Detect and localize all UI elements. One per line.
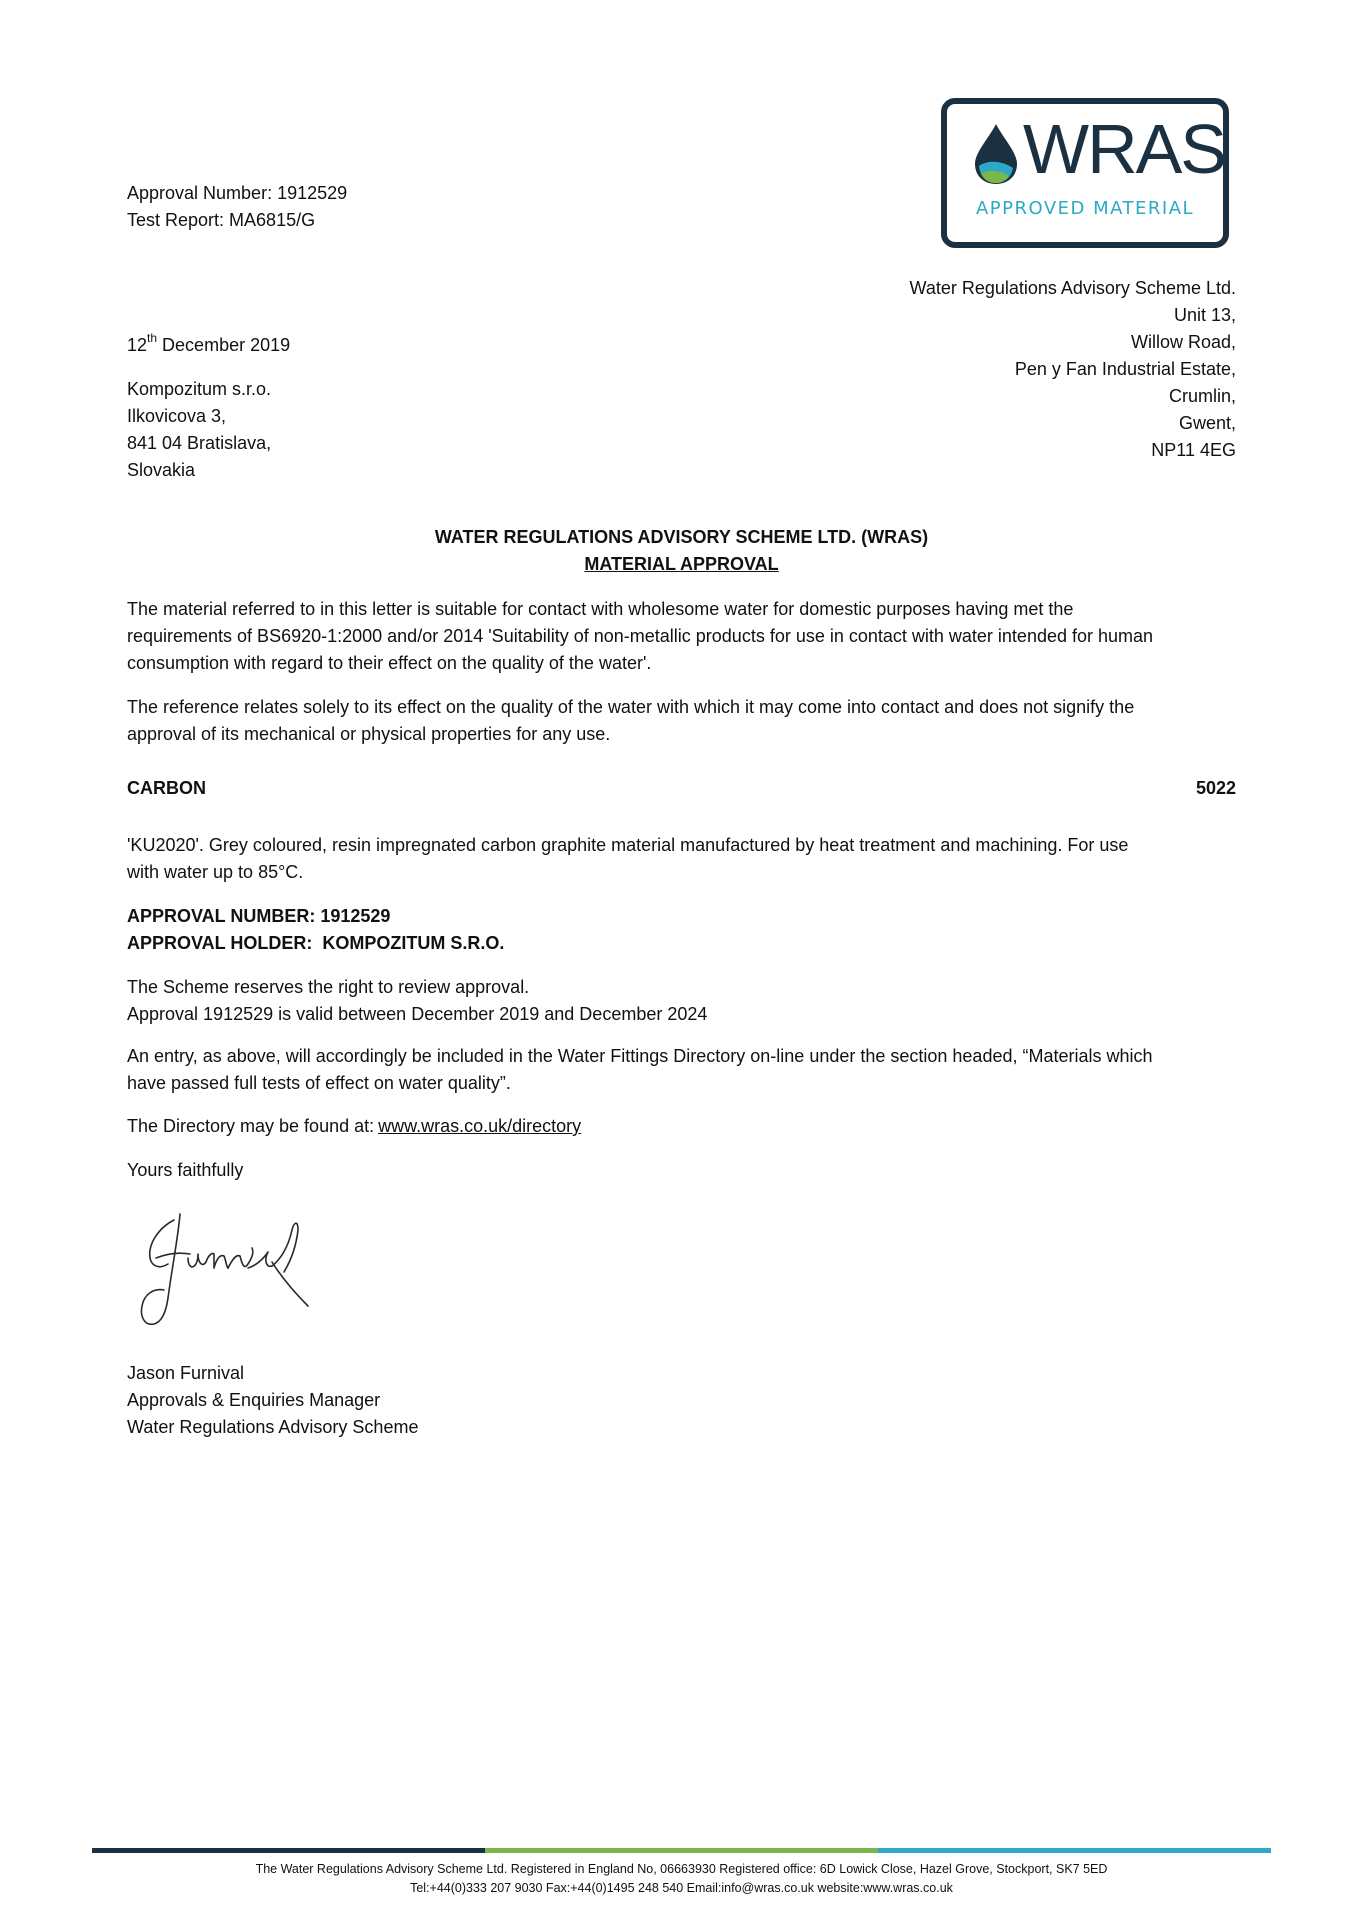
approval-number: APPROVAL NUMBER: 1912529 (127, 906, 391, 926)
footer-bar-segment (92, 1848, 485, 1853)
logo-wordmark: WRAS (1023, 110, 1225, 188)
product-row (127, 775, 1236, 802)
sender-address-line: NP11 4EG (1151, 440, 1236, 460)
suitability-paragraph (127, 596, 1236, 677)
sender-address-line: Pen y Fan Industrial Estate, (1014, 359, 1236, 379)
date-ordinal-suffix: th (147, 331, 158, 345)
footer-registration: The Water Regulations Advisory Scheme Ltd. Registered in England No, 06663930 Registered office: 6D Lowick Close, Hazel Grove, Stockport, SK7 5ED (255, 1862, 1108, 1876)
footer-bar-segment (485, 1848, 878, 1853)
recipient-address-line: 841 04 Bratislava, (127, 433, 272, 453)
directory-link[interactable]: www.wras.co.uk/directory (378, 1116, 582, 1136)
directory-entry-paragraph (127, 1043, 1236, 1097)
signatory-block (127, 1360, 418, 1441)
handwritten-signature (132, 1208, 322, 1346)
water-drop-icon (971, 122, 1021, 186)
heading-title: WATER REGULATIONS ADVISORY SCHEME LTD. (WRAS) (434, 527, 929, 547)
product-code: 5022 (1195, 778, 1236, 798)
paragraph-line: 'KU2020'. Grey coloured, resin impregnated carbon graphite material manufactured by heat treatment and machining. For use (127, 835, 1129, 855)
recipient-address-line: Slovakia (127, 460, 196, 480)
validity-block (127, 974, 707, 1028)
paragraph-line: An entry, as above, will accordingly be included in the Water Fittings Directory on-line under the section headed, “Materials which (127, 1046, 1153, 1066)
approval-number-ref: Approval Number: 1912529 (127, 183, 348, 203)
sender-address-line: Unit 13, (1173, 305, 1236, 325)
date-day: 12 (127, 335, 148, 355)
paragraph-line: The material referred to in this letter is suitable for contact with wholesome water for domestic purposes having met the (127, 599, 1074, 619)
signatory-name: Jason Furnival (127, 1363, 245, 1383)
wras-approved-material-logo (941, 98, 1229, 248)
sender-address-line: Crumlin, (1168, 386, 1236, 406)
signatory-title: Approvals & Enquiries Manager (127, 1390, 381, 1410)
product-name: CARBON (127, 778, 206, 798)
reference-block (127, 180, 347, 234)
recipient-address (127, 376, 271, 484)
directory-line (127, 1113, 581, 1140)
approval-holder: APPROVAL HOLDER: KOMPOZITUM S.R.O. (127, 933, 505, 953)
review-note: The Scheme reserves the right to review approval. (127, 977, 530, 997)
signature-graphic (132, 1208, 322, 1338)
validity-period: Approval 1912529 is valid between December 2019 and December 2024 (127, 1004, 708, 1024)
paragraph-line: with water up to 85°C. (127, 862, 304, 882)
scope-paragraph (127, 694, 1236, 748)
footer-contact: Tel:+44(0)333 207 9030 Fax:+44(0)1495 248 540 Email:info@wras.co.uk website:www.wras.co.uk (410, 1881, 953, 1895)
footer-color-bar (92, 1848, 1271, 1853)
recipient-address-line: Ilkovicova 3, (127, 406, 227, 426)
sender-address-line: Willow Road, (1130, 332, 1236, 352)
test-report-ref: Test Report: MA6815/G (127, 210, 316, 230)
footer-bar-segment (878, 1848, 1271, 1853)
recipient-address-line: Kompozitum s.r.o. (127, 379, 272, 399)
paragraph-line: approval of its mechanical or physical properties for any use. (127, 724, 611, 744)
signatory-organisation: Water Regulations Advisory Scheme (127, 1417, 419, 1437)
sender-address (910, 275, 1237, 464)
product-description (127, 832, 1236, 886)
heading-subtitle: MATERIAL APPROVAL (584, 554, 779, 574)
paragraph-line: consumption with regard to their effect on the quality of the water'. (127, 653, 652, 673)
paragraph-line: The reference relates solely to its effect on the quality of the water with which it may come into contact and does not signify the (127, 697, 1135, 717)
footer-text (92, 1860, 1271, 1898)
letter-date (127, 332, 290, 359)
directory-prefix: The Directory may be found at: (127, 1116, 375, 1136)
approval-details (127, 903, 504, 957)
date-month-year: December 2019 (157, 335, 291, 355)
paragraph-line: requirements of BS6920-1:2000 and/or 2014 'Suitability of non-metallic products for use in contact with water intended for human (127, 626, 1154, 646)
closing-salutation: Yours faithfully (127, 1160, 244, 1180)
sender-address-line: Gwent, (1178, 413, 1236, 433)
letter-heading (127, 524, 1236, 578)
sender-address-line: Water Regulations Advisory Scheme Ltd. (909, 278, 1236, 298)
logo-tagline: APPROVED MATERIAL (975, 198, 1195, 219)
paragraph-line: have passed full tests of effect on water quality”. (127, 1073, 511, 1093)
